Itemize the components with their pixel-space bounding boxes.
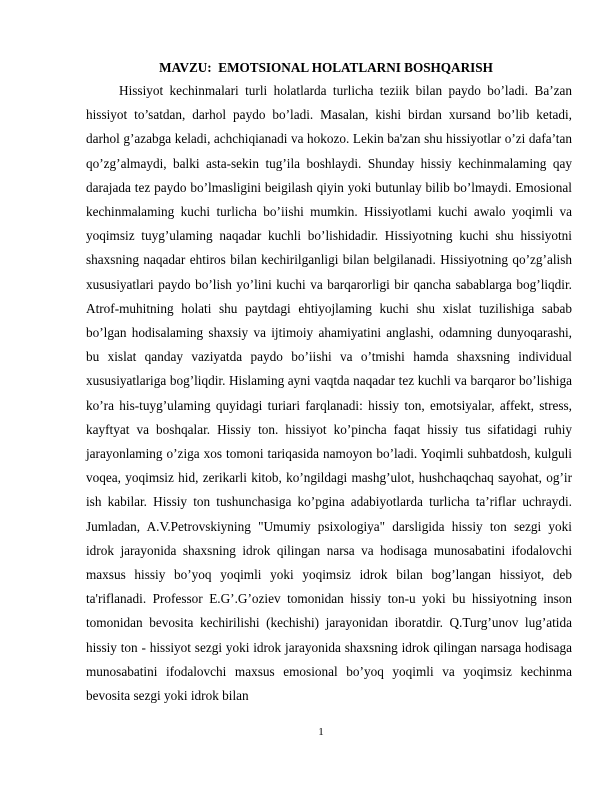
body-paragraph: Hissiyot kechinmalari turli holatlarda turlicha teziik bilan paydo bo’ladi. Ba’zan hissiyot to’satdan, darhol paydo bo’ladi. Masalan, kishi birdan xursand bo’lib ketadi, darhol g’azabga keladi, achchiqianadi va hokozo. Lekin ba'zan shu hissiyotlar o’zi dafa’tan qo’zg’almaydi, balki asta-sekin tug’ila boshlaydi. Shunday hissiy kechinmalaming qay darajada tez paydo bo’lmasligini beigilash qiyin yoki butunlay bilib bo’lmaydi. Emosional kechinmalaming kuchi turlicha bo’iishi mumkin. Hissiyotlami kuchi awalo yoqimli va yoqimsiz tuyg’ulaming naqadar kuchli bo’lishidadir. Hissiyotning kuchi shu hissiyotni shaxsning naqadar ehtiros bilan kechirilganligi bilan belgilanadi. Hissiyotning qo’zg’alish xususiyatlari paydo bo’lish yo’lini kuchi va barqarorligi bir qancha sabablarga bog’liqdir. Atrof-muhitning holati shu paytdagi ehtiyojlaming kuchi shu xislat tuzilishiga sabab bo’lgan hodisalaming shaxsiy va ijtimoiy ahamiyatini anglashi, odamning dunyoqarashi, bu xislat qanday vaziyatda paydo bo’iishi va o’tmishi hamda shaxsning individual xususiyatlariga bog’liqdir. Hislaming ayni vaqtda naqadar tez kuchli va barqaror bo’lishiga ko’ra his-tuyg’ulaming quyidagi turiari farqlanadi: hissiy ton, emotsiyalar, affekt, stress, kayftyat va boshqalar. Hissiy ton. hissiyot ko’pincha faqat hissiy tus sifatidagi ruhiy jarayonlaming o’ziga xos tomoni tariqasida namoyon bo’ladi. Yoqimli suhbatdosh, kulguli voqea, yoqimsiz hid, zerikarli kitob, ko’ngildagi mashg’ulot, hushchaqchaq sayohat, og’ir ish kabilar. Hissiy ton tushunchasiga ko’pgina adabiyotlarda turlicha ta’riflar uchraydi. Jumladan, A.V.Petrovskiyning "Umumiy psixologiya" darsligida hissiy ton sezgi yoki idrok jarayonida shaxsning idrok qilingan narsa va hodisaga munosabatini ifodalovchi maxsus hissiy bo’yoq yoqimli yoki yoqimsiz idrok bilan bog’langan hissiyot, deb ta'riflanadi. Professor E.G’.G’oziev tomonidan hissiy ton-u yoki bu hissiyotning inson tomonidan bevosita kechirilishi (kechishi) jarayonidan iboratdir. Q.Turg’unov lug’atida hissiy ton - hissiyot sezgi yoki idrok jarayonida shaxsning idrok qilingan narsaga hodisaga munosabatini ifodalovchi maxsus emosional bo’yoq yoqimli va yoqimsiz kechinma bevosita sezgi yoki idrok bilan bbox=[86, 83, 572, 704]
page-number: 1 bbox=[318, 726, 324, 738]
document-title: MAVZU: EMOTSIONAL HOLATLARNI BOSHQARISH bbox=[159, 60, 493, 75]
